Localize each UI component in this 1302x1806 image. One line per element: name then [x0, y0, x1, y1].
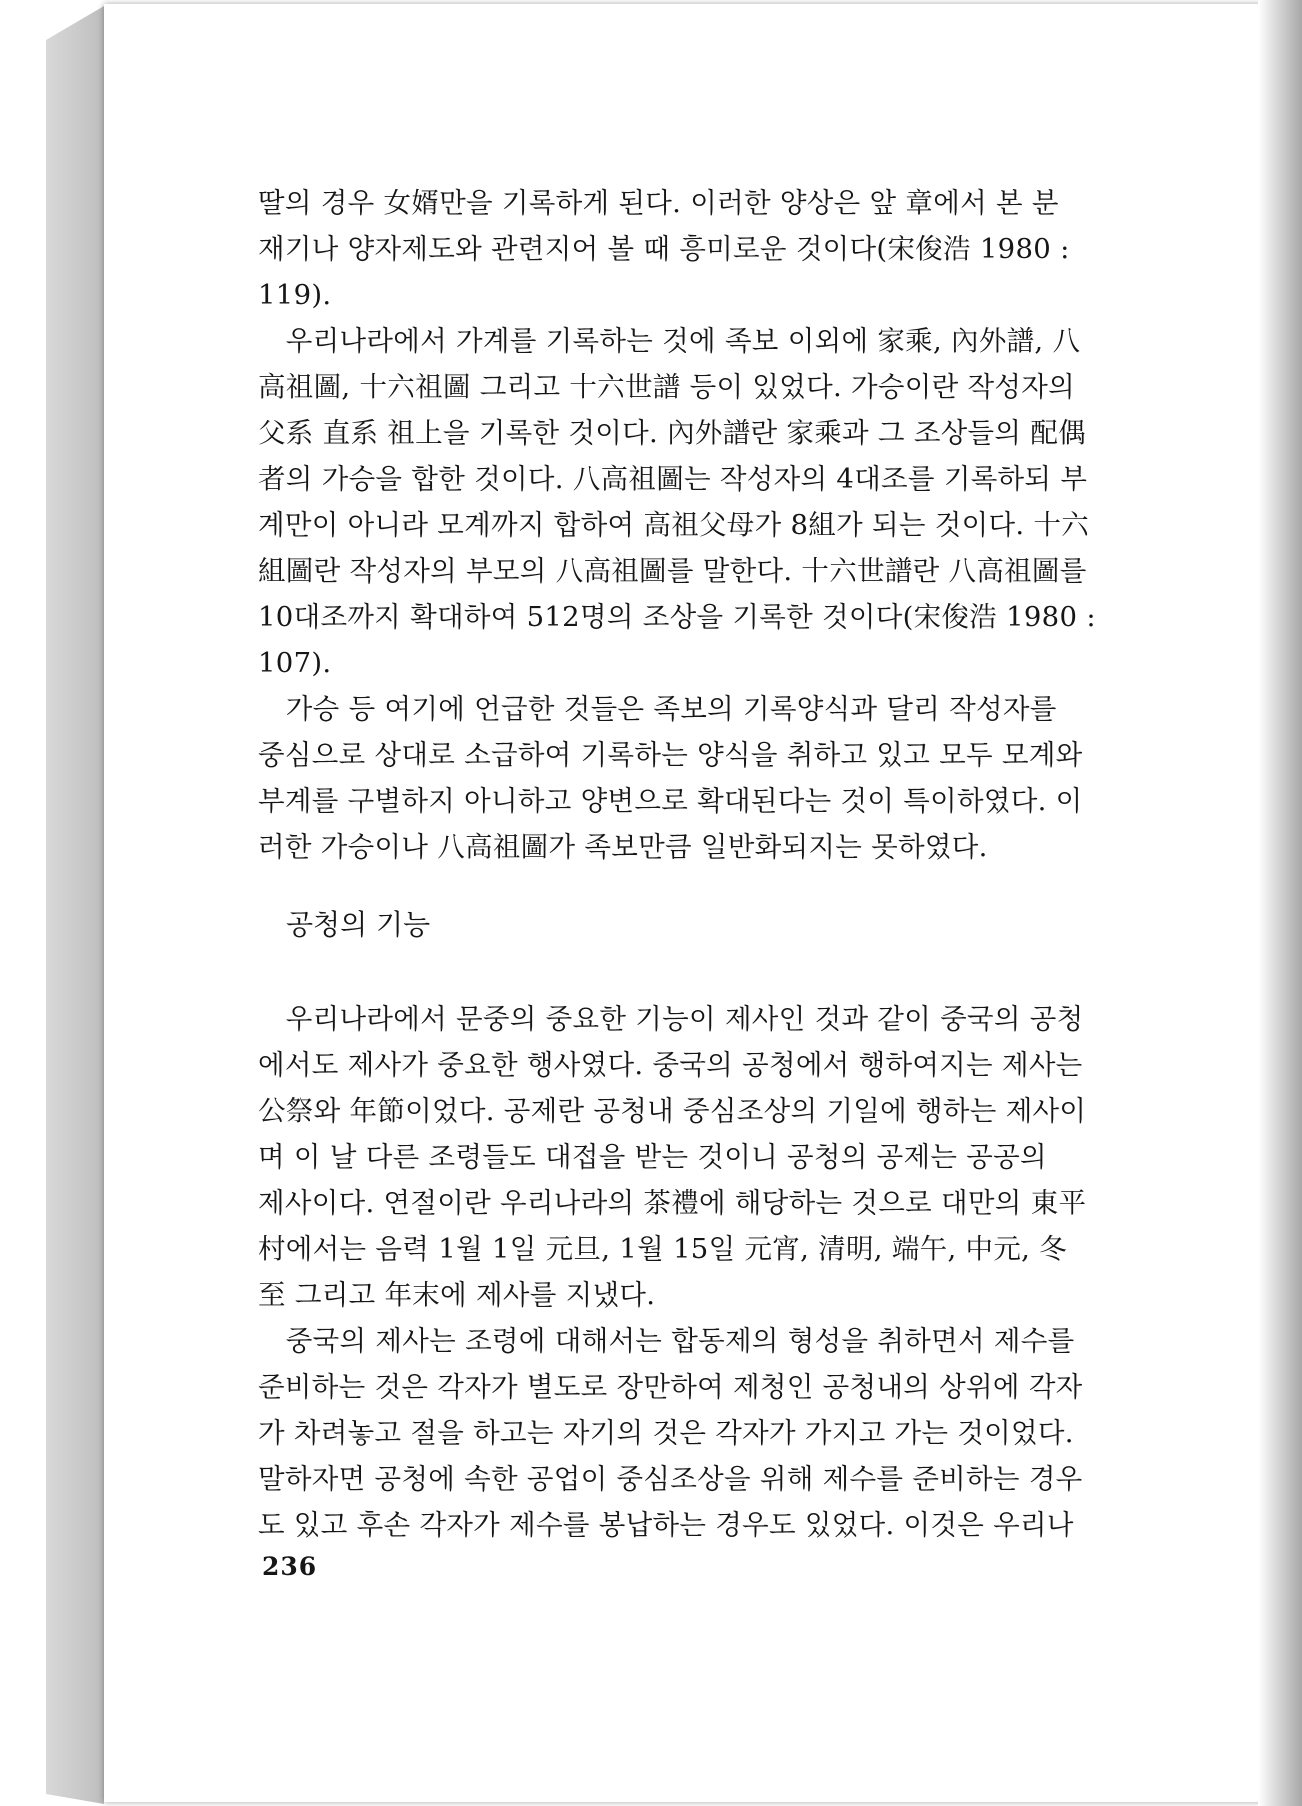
text-line: 에서도 제사가 중요한 행사였다. 중국의 공청에서 행하여지는 제사는 [258, 1049, 1083, 1081]
text-line: 도 있고 후손 각자가 제수를 봉납하는 경우도 있었다. 이것은 우리나 [258, 1509, 1074, 1541]
text-line: 딸의 경우 女婿만을 기록하게 된다. 이러한 양상은 앞 章에서 본 분 [258, 187, 1059, 219]
text-line: 중국의 제사는 조령에 대해서는 합동제의 형성을 취하면서 제수를 [258, 1325, 1075, 1357]
body-text-block-2 [258, 996, 1158, 1548]
text-line: 재기나 양자제도와 관련지어 볼 때 흥미로운 것이다(宋俊浩 1980 : [258, 233, 1070, 265]
section-heading: 공청의 기능 [286, 908, 431, 941]
text-line: 제사이다. 연절이란 우리나라의 茶禮에 해당하는 것으로 대만의 東平 [258, 1187, 1087, 1219]
text-line: 組圖란 작성자의 부모의 八高祖圖를 말한다. 十六世譜란 八高祖圖를 [258, 555, 1087, 587]
text-line: 者의 가승을 합한 것이다. 八高祖圖는 작성자의 4대조를 기록하되 부 [258, 463, 1088, 495]
page-edge-shadow [1258, 0, 1302, 1806]
text-line: 계만이 아니라 모계까지 합하여 高祖父母가 8組가 되는 것이다. 十六 [258, 509, 1090, 541]
text-line: 119). [258, 279, 332, 311]
text-line: 가 차려놓고 절을 하고는 자기의 것은 각자가 가지고 가는 것이었다. [258, 1417, 1074, 1449]
text-line: 준비하는 것은 각자가 별도로 장만하여 제청인 공청내의 상위에 각자 [258, 1371, 1083, 1403]
text-line: 말하자면 공청에 속한 공업이 중심조상을 위해 제수를 준비하는 경우 [258, 1463, 1083, 1495]
text-line: 중심으로 상대로 소급하여 기록하는 양식을 취하고 있고 모두 모계와 [258, 739, 1083, 771]
text-line: 父系 直系 祖上을 기록한 것이다. 內外譜란 家乘과 그 조상들의 配偶 [258, 417, 1086, 449]
text-line: 107). [258, 647, 332, 679]
text-line: 至 그리고 年末에 제사를 지냈다. [258, 1279, 656, 1311]
text-line: 우리나라에서 가계를 기록하는 것에 족보 이외에 家乘, 內外譜, 八 [258, 325, 1081, 357]
text-line: 公祭와 年節이었다. 공제란 공청내 중심조상의 기일에 행하는 제사이 [258, 1095, 1087, 1127]
text-line: 우리나라에서 문중의 중요한 기능이 제사인 것과 같이 중국의 공청 [258, 1003, 1084, 1035]
text-line: 가승 등 여기에 언급한 것들은 족보의 기록양식과 달리 작성자를 [258, 693, 1057, 725]
book-spine [46, 6, 104, 1804]
text-line: 10대조까지 확대하여 512명의 조상을 기록한 것이다(宋俊浩 1980 : [258, 601, 1096, 633]
text-line: 부계를 구별하지 아니하고 양변으로 확대된다는 것이 특이하였다. 이 [258, 785, 1083, 817]
text-line: 村에서는 음력 1월 1일 元旦, 1월 15일 元宵, 清明, 端午, 中元, 冬 [258, 1233, 1068, 1265]
body-text-block-1 [258, 180, 1158, 870]
text-line: 러한 가승이나 八高祖圖가 족보만큼 일반화되지는 못하였다. [258, 831, 988, 863]
text-line: 며 이 날 다른 조령들도 대접을 받는 것이니 공청의 공제는 공공의 [258, 1141, 1047, 1173]
text-line: 高祖圖, 十六祖圖 그리고 十六世譜 등이 있었다. 가승이란 작성자의 [258, 371, 1076, 403]
page-number: 236 [262, 1552, 318, 1581]
